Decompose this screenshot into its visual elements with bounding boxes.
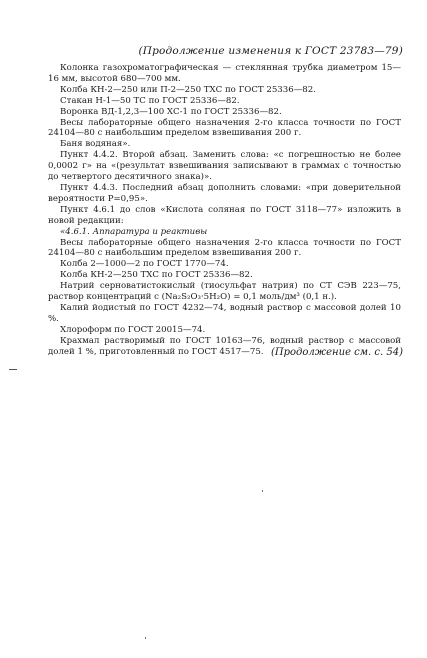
paragraph-gc-column: Колонка газохроматографическая — стеклянная трубка диаметром 15—16 мм, высотой 680—700 мм.: [48, 63, 401, 84]
paragraph-flask-kn2: Колба КН-2—250 или П-2—250 ТХС по ГОСТ 25336—82.: [60, 84, 316, 95]
section-heading-4-6-1: «4.6.1. Аппаратура и реактивы: [60, 226, 208, 237]
paragraph-funnel: Воронка ВД-1,2,3—100 ХС-1 по ГОСТ 25336—82.: [60, 106, 282, 117]
paragraph-chloroform: Хлороформ по ГОСТ 20015—74.: [60, 324, 206, 335]
paragraph-item-4-4-2: Пункт 4.4.2. Второй абзац. Заменить слова: «с погрешностью не более 0,0002 г» на «(результат взвешивания записывают в граммах с точностью до четвертого десятичного знака)».: [48, 150, 401, 183]
continuation-header: (Продолжение изменения к ГОСТ 23783—79): [138, 45, 403, 57]
scan-speck: [145, 637, 146, 639]
continuation-footer: (Продолжение см. с. 54): [270, 347, 403, 358]
document-body: [48, 63, 401, 357]
paragraph-flask-1000: Колба 2—1000—2 по ГОСТ 1770—74.: [60, 259, 229, 270]
margin-dash-mark: [9, 369, 17, 370]
paragraph-beaker: Стакан Н-1—50 ТС по ГОСТ 25336—82.: [60, 95, 240, 106]
paragraph-starch: Крахмал растворимый по ГОСТ 10163—76, водный раствор с массовой долей 1 %, приготовленный по ГОСТ 4517—75.: [48, 335, 401, 357]
scan-speck: [262, 490, 263, 492]
paragraph-scales: Весы лабораторные общего назначения 2-го класса точности по ГОСТ 24104—80 с наибольшим пределом взвешивания 200 г.: [48, 117, 401, 139]
paragraph-item-4-4-3: Пункт 4.4.3. Последний абзац дополнить словами: «при доверительной вероятности P=0,95».: [48, 182, 401, 204]
paragraph-scales-2: Весы лабораторные общего назначения 2-го класса точности по ГОСТ 24104—80 с наибольшим пределом взвешивания 200 г.: [48, 237, 401, 259]
paragraph-item-4-6-1: Пункт 4.6.1 до слов «Кислота соляная по ГОСТ 3118—77» изложить в новой редакции:: [48, 204, 401, 226]
paragraph-flask-kn2-2: Колба КН-2—250 ТХС по ГОСТ 25336—82.: [60, 270, 253, 281]
paragraph-water-bath: Баня водяная».: [60, 139, 131, 150]
paragraph-sodium-thiosulfate: Натрий серноватистокислый (тиосульфат натрия) по СТ СЭВ 223—75, раствор концентраций c (Na₂S₂O₃·5H₂O) = 0,1 моль/дм³ (0,1 н.).: [48, 281, 401, 303]
paragraph-potassium-iodide: Калий йодистый по ГОСТ 4232—74, водный раствор с массовой долей 10 %.: [48, 302, 401, 324]
